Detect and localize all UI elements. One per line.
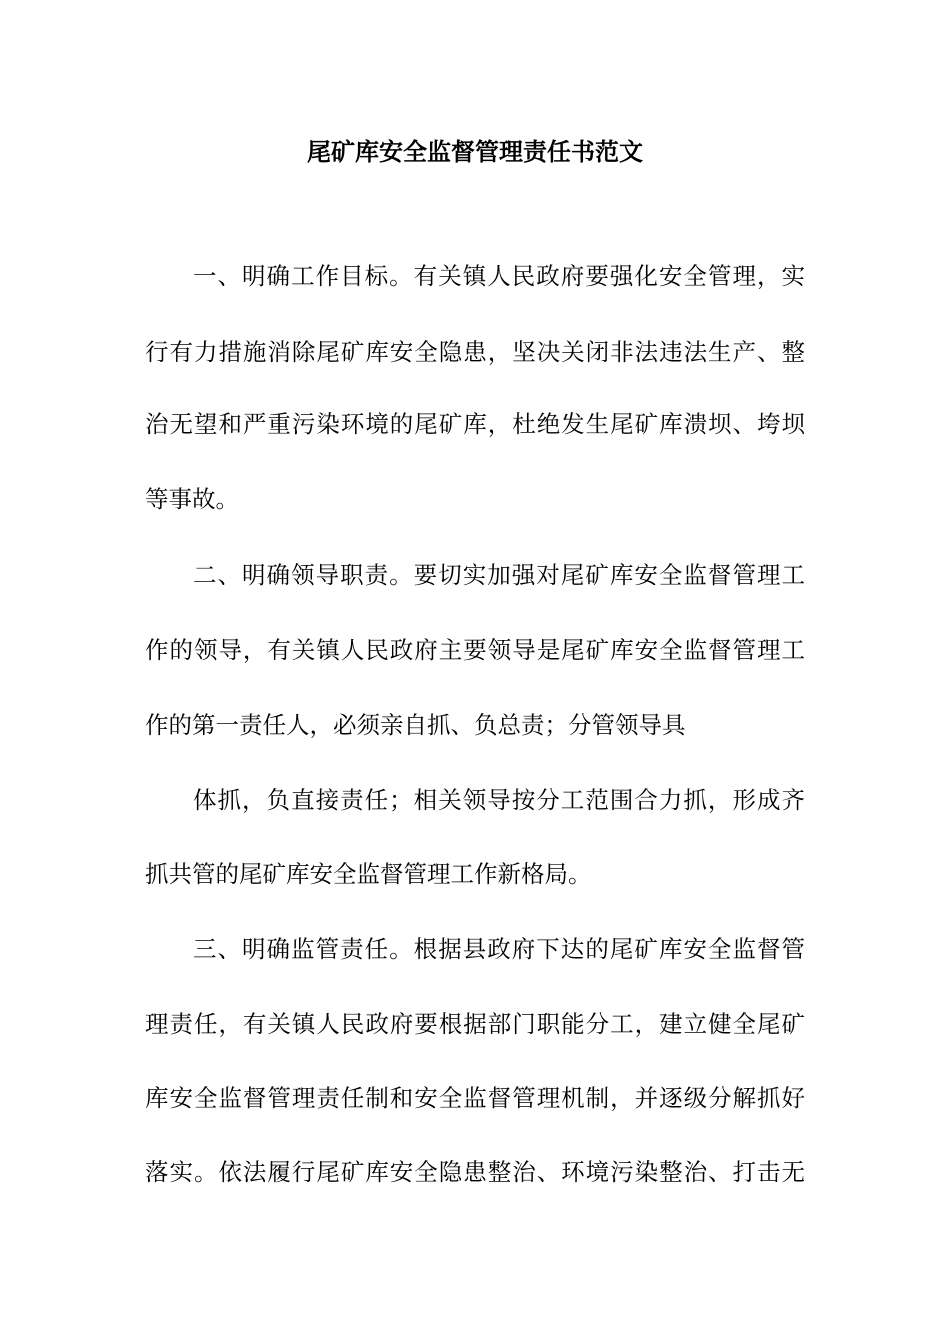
paragraph-line: 行有力措施消除尾矿库安全隐患，坚决关闭非法违法生产、整	[145, 338, 805, 366]
paragraph-line: 抓共管的尾矿库安全监督管理工作新格局。	[145, 860, 592, 888]
paragraph-line: 体抓，负直接责任；相关领导按分工范围合力抓，形成齐	[193, 786, 805, 814]
paragraph-line: 作的领导，有关镇人民政府主要领导是尾矿库安全监督管理工	[145, 636, 805, 664]
paragraph-line: 落实。依法履行尾矿库安全隐患整治、环境污染整治、打击无	[145, 1158, 805, 1186]
paragraph-line: 等事故。	[145, 485, 239, 513]
document-title: 尾矿库安全监督管理责任书范文	[307, 137, 643, 166]
paragraph-line: 理责任，有关镇人民政府要根据部门职能分工，建立健全尾矿	[145, 1010, 805, 1038]
paragraph-line: 库安全监督管理责任制和安全监督管理机制，并逐级分解抓好	[145, 1084, 805, 1112]
paragraph-line: 治无望和严重污染环境的尾矿库，杜绝发生尾矿库溃坝、垮坝	[145, 410, 805, 438]
paragraph-line: 二、明确领导职责。要切实加强对尾矿库安全监督管理工	[193, 561, 805, 589]
paragraph-line: 作的第一责任人，必须亲自抓、负总责；分管领导具	[145, 711, 686, 739]
paragraph-line: 三、明确监管责任。根据县政府下达的尾矿库安全监督管	[193, 935, 805, 963]
paragraph-line: 一、明确工作目标。有关镇人民政府要强化安全管理，实	[193, 262, 805, 290]
